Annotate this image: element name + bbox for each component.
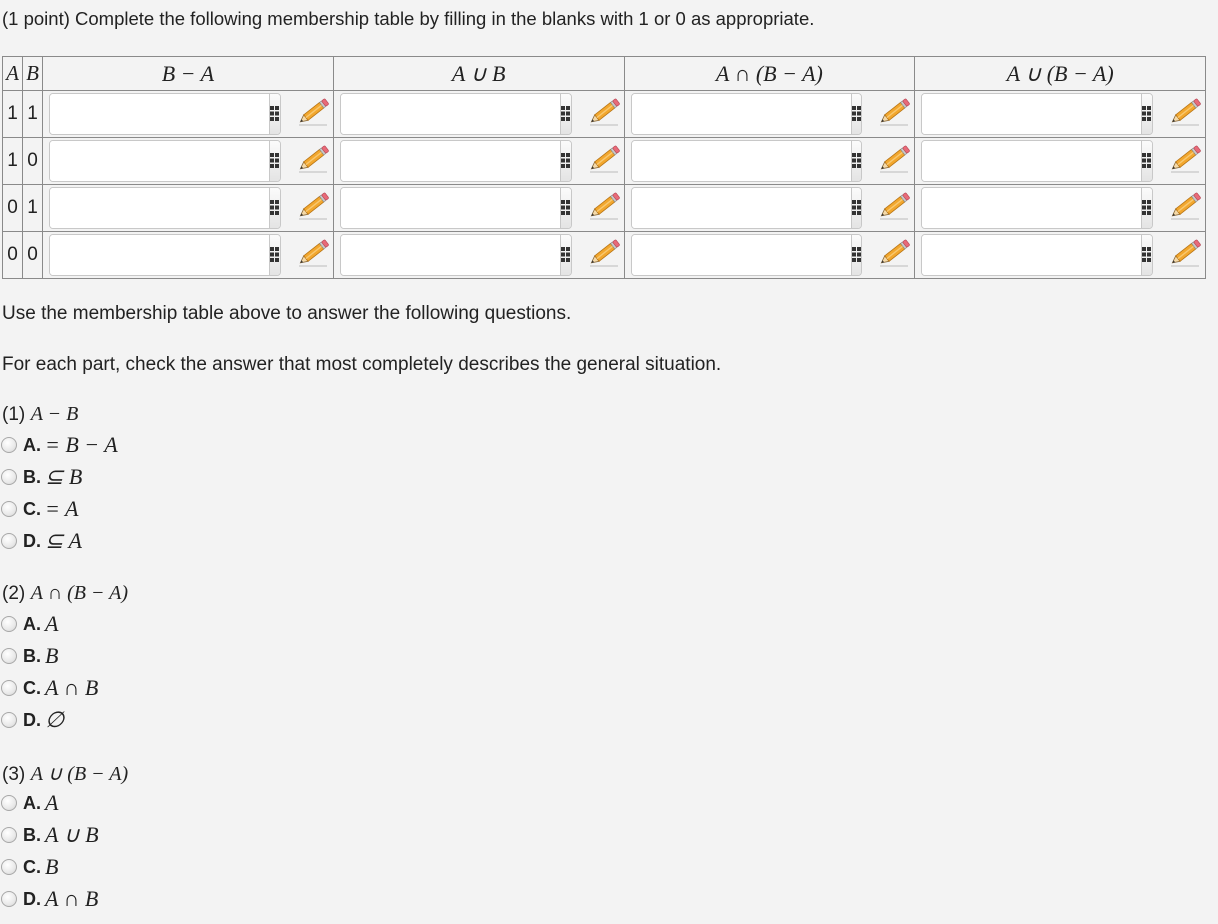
answer-input-a-intersect-b-minus-a[interactable]	[632, 235, 851, 275]
pencil-icon[interactable]	[281, 237, 333, 274]
pencil-icon[interactable]	[572, 190, 624, 227]
answer-option[interactable]	[1, 708, 64, 732]
cell-b-minus-a	[43, 185, 334, 232]
keypad-grid-icon[interactable]	[1141, 235, 1153, 275]
radio-button[interactable]	[1, 437, 17, 453]
membership-table	[2, 56, 1206, 279]
option-text: A ∩ B	[45, 675, 99, 700]
question-title	[2, 761, 128, 786]
keypad-grid-icon[interactable]	[1141, 141, 1153, 181]
option-text: = A	[45, 496, 79, 521]
pencil-icon[interactable]	[572, 96, 624, 133]
problem-intro: (1 point) Complete the following membership table by filling in the blanks with 1 or 0 as appropriate.	[2, 8, 815, 29]
answer-option[interactable]	[1, 823, 99, 847]
answer-option[interactable]	[1, 529, 82, 553]
answer-option[interactable]	[1, 887, 98, 911]
answer-box	[921, 140, 1153, 182]
table-row	[3, 91, 1206, 138]
pencil-icon[interactable]	[1153, 190, 1205, 227]
option-letter: D.	[23, 530, 41, 551]
cell-a-intersect-b-minus-a	[624, 138, 915, 185]
answer-box	[49, 93, 281, 135]
option-letter: A.	[23, 434, 41, 455]
answer-option[interactable]	[1, 676, 98, 700]
pencil-icon[interactable]	[1153, 237, 1205, 274]
cell-a-union-b	[333, 185, 624, 232]
answer-box	[921, 187, 1153, 229]
cell-a-union-b-minus-a	[915, 91, 1206, 138]
answer-option[interactable]	[1, 855, 58, 879]
answer-option[interactable]	[1, 612, 58, 636]
pencil-icon[interactable]	[862, 96, 914, 133]
answer-input-a-intersect-b-minus-a[interactable]	[632, 188, 851, 228]
option-letter: C.	[23, 856, 41, 877]
keypad-grid-icon[interactable]	[560, 188, 572, 228]
keypad-grid-icon[interactable]	[560, 141, 572, 181]
pencil-icon[interactable]	[281, 190, 333, 227]
table-row	[3, 138, 1206, 185]
header-b-minus-a: B − A	[43, 57, 334, 91]
answer-input-a-union-b[interactable]	[341, 141, 560, 181]
radio-button[interactable]	[1, 648, 17, 664]
answer-box	[340, 234, 572, 276]
keypad-grid-icon[interactable]	[851, 94, 863, 134]
keypad-grid-icon[interactable]	[269, 94, 281, 134]
answer-input-a-union-b-minus-a[interactable]	[922, 188, 1141, 228]
answer-input-a-intersect-b-minus-a[interactable]	[632, 141, 851, 181]
option-letter: B.	[23, 466, 41, 487]
option-letter: A.	[23, 613, 41, 634]
keypad-grid-icon[interactable]	[269, 188, 281, 228]
option-text: A	[45, 611, 59, 636]
radio-button[interactable]	[1, 712, 17, 728]
cell-a-union-b-minus-a	[915, 185, 1206, 232]
pencil-icon[interactable]	[862, 190, 914, 227]
row-b-value: 0	[23, 232, 43, 279]
answer-box	[49, 187, 281, 229]
answer-box	[340, 93, 572, 135]
cell-a-intersect-b-minus-a	[624, 91, 915, 138]
pencil-icon[interactable]	[572, 143, 624, 180]
cell-a-union-b-minus-a	[915, 138, 1206, 185]
radio-button[interactable]	[1, 795, 17, 811]
radio-button[interactable]	[1, 827, 17, 843]
answer-input-a-union-b[interactable]	[341, 188, 560, 228]
pencil-icon[interactable]	[862, 237, 914, 274]
option-text: B	[45, 854, 59, 879]
cell-a-intersect-b-minus-a	[624, 232, 915, 279]
question-number: (3)	[2, 764, 26, 785]
radio-button[interactable]	[1, 501, 17, 517]
answer-option[interactable]	[1, 644, 58, 668]
answer-input-a-union-b-minus-a[interactable]	[922, 235, 1141, 275]
radio-button[interactable]	[1, 891, 17, 907]
header-a-union-b: A ∪ B	[333, 57, 624, 91]
keypad-grid-icon[interactable]	[1141, 94, 1153, 134]
keypad-grid-icon[interactable]	[560, 94, 572, 134]
table-row	[3, 232, 1206, 279]
radio-button[interactable]	[1, 859, 17, 875]
answer-box	[921, 93, 1153, 135]
option-text: A ∪ B	[45, 822, 99, 847]
answer-option[interactable]	[1, 497, 78, 521]
header-a-union-b-minus-a: A ∪ (B − A)	[915, 57, 1206, 91]
instruction-use-table: Use the membership table above to answer the following questions.	[2, 303, 572, 324]
question-expression: A − B	[30, 403, 79, 425]
keypad-grid-icon[interactable]	[269, 141, 281, 181]
pencil-icon[interactable]	[281, 143, 333, 180]
answer-box	[340, 140, 572, 182]
answer-option[interactable]	[1, 791, 58, 815]
row-a-value: 0	[3, 185, 23, 232]
answer-input-a-union-b[interactable]	[341, 235, 560, 275]
row-b-value: 0	[23, 138, 43, 185]
cell-b-minus-a	[43, 232, 334, 279]
answer-input-a-union-b-minus-a[interactable]	[922, 94, 1141, 134]
option-letter: D.	[23, 709, 41, 730]
pencil-icon[interactable]	[1153, 143, 1205, 180]
keypad-grid-icon[interactable]	[851, 188, 863, 228]
radio-button[interactable]	[1, 533, 17, 549]
option-letter: D.	[23, 888, 41, 909]
answer-box	[49, 234, 281, 276]
keypad-grid-icon[interactable]	[560, 235, 572, 275]
answer-input-a-intersect-b-minus-a[interactable]	[632, 94, 851, 134]
question-expression: A ∪ (B − A)	[30, 763, 129, 785]
option-text: ⊆ A	[45, 528, 82, 553]
keypad-grid-icon[interactable]	[851, 235, 863, 275]
answer-option[interactable]	[1, 433, 118, 457]
answer-input-b-minus-a[interactable]	[50, 94, 269, 134]
answer-input-b-minus-a[interactable]	[50, 235, 269, 275]
answer-box	[921, 234, 1153, 276]
header-a: A	[3, 57, 23, 91]
row-b-value: 1	[23, 185, 43, 232]
option-text: A	[45, 790, 59, 815]
cell-a-union-b	[333, 138, 624, 185]
option-text: B	[45, 643, 59, 668]
option-letter: B.	[23, 645, 41, 666]
answer-input-b-minus-a[interactable]	[50, 188, 269, 228]
cell-b-minus-a	[43, 138, 334, 185]
option-text: ⊆ B	[45, 464, 83, 489]
instruction-for-each: For each part, check the answer that most completely describes the general situation.	[2, 354, 722, 375]
answer-box	[631, 93, 863, 135]
radio-button[interactable]	[1, 680, 17, 696]
answer-option[interactable]	[1, 465, 82, 489]
option-letter: B.	[23, 824, 41, 845]
cell-a-union-b	[333, 91, 624, 138]
option-letter: C.	[23, 677, 41, 698]
cell-b-minus-a	[43, 91, 334, 138]
radio-button[interactable]	[1, 616, 17, 632]
pencil-icon[interactable]	[1153, 96, 1205, 133]
keypad-grid-icon[interactable]	[1141, 188, 1153, 228]
answer-input-a-union-b[interactable]	[341, 94, 560, 134]
answer-box	[631, 140, 863, 182]
keypad-grid-icon[interactable]	[851, 141, 863, 181]
table-header-row	[3, 57, 1206, 91]
option-text: = B − A	[45, 432, 118, 457]
row-a-value: 0	[3, 232, 23, 279]
keypad-grid-icon[interactable]	[269, 235, 281, 275]
cell-a-intersect-b-minus-a	[624, 185, 915, 232]
question-title	[2, 582, 128, 605]
option-text: ∅	[45, 707, 65, 732]
answer-box	[631, 187, 863, 229]
table-row	[3, 185, 1206, 232]
answer-box	[340, 187, 572, 229]
answer-input-a-union-b-minus-a[interactable]	[922, 141, 1141, 181]
option-text: A ∩ B	[45, 886, 99, 911]
answer-box	[49, 140, 281, 182]
pencil-icon[interactable]	[862, 143, 914, 180]
row-a-value: 1	[3, 138, 23, 185]
cell-a-union-b	[333, 232, 624, 279]
question-number: (2)	[2, 583, 26, 604]
row-a-value: 1	[3, 91, 23, 138]
header-b: B	[23, 57, 43, 91]
pencil-icon[interactable]	[281, 96, 333, 133]
answer-box	[631, 234, 863, 276]
radio-button[interactable]	[1, 469, 17, 485]
row-b-value: 1	[23, 91, 43, 138]
pencil-icon[interactable]	[572, 237, 624, 274]
question-title	[2, 403, 78, 426]
question-number: (1)	[2, 404, 26, 425]
cell-a-union-b-minus-a	[915, 232, 1206, 279]
option-letter: A.	[23, 792, 41, 813]
header-a-intersect-b-minus-a: A ∩ (B − A)	[624, 57, 915, 91]
answer-input-b-minus-a[interactable]	[50, 141, 269, 181]
option-letter: C.	[23, 498, 41, 519]
question-expression: A ∩ (B − A)	[30, 582, 128, 604]
